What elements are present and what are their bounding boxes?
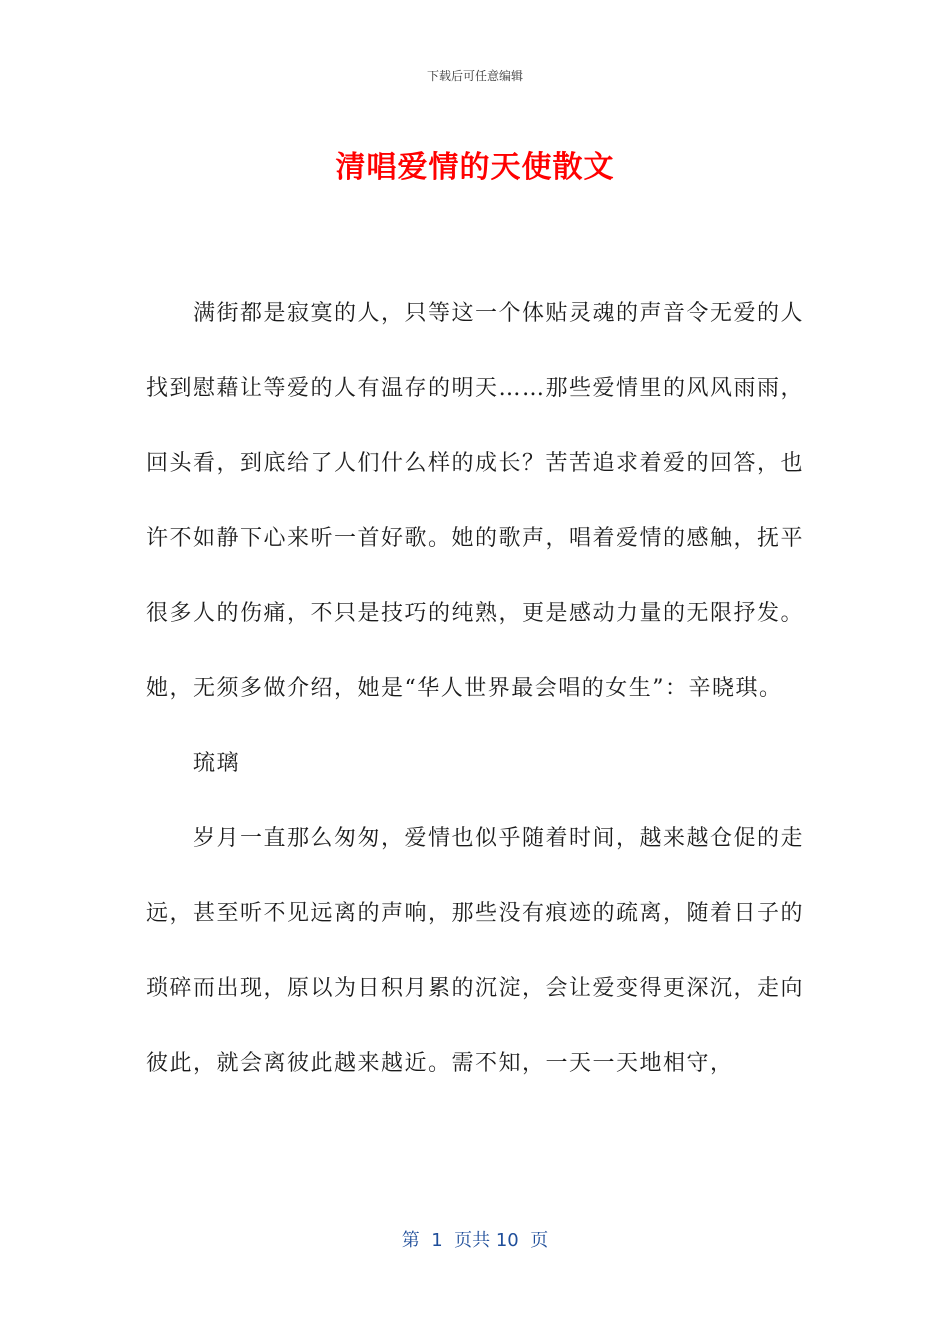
document-body <box>146 276 808 1101</box>
document-title: 清唱爱情的天使散文 <box>335 150 615 185</box>
paragraph: 满街都是寂寞的人，只等这一个体贴灵魂的声音令无爱的人找到慰藉让等爱的人有温存的明天……那些爱情里的风风雨雨，回头看，到底给了人们什么样的成长？苦苦追求着爱的回答，也许不如静下心来听一首好歌。她的歌声，唱着爱情的感触，抚平很多人的伤痛，不只是技巧的纯熟，更是感动力量的无限抒发。她，无须多做介绍，她是“华人世界最会唱的女生”：辛晓琪。 <box>146 301 805 701</box>
paragraph: 岁月一直那么匆匆，爱情也似乎随着时间，越来越仓促的走远，甚至听不见远离的声响，那些没有痕迹的疏离，随着日子的琐碎而出现，原以为日积月累的沉淀，会让爱变得更深沉，走向彼此，就会离彼此越来越近。需不知，一天一天地相守， <box>146 826 805 1076</box>
paragraph-heading: 琉璃 <box>193 751 241 776</box>
header-note: 下载后可任意编辑 <box>426 69 523 83</box>
page-number: 第 1 页共 10 页 <box>401 1230 549 1251</box>
